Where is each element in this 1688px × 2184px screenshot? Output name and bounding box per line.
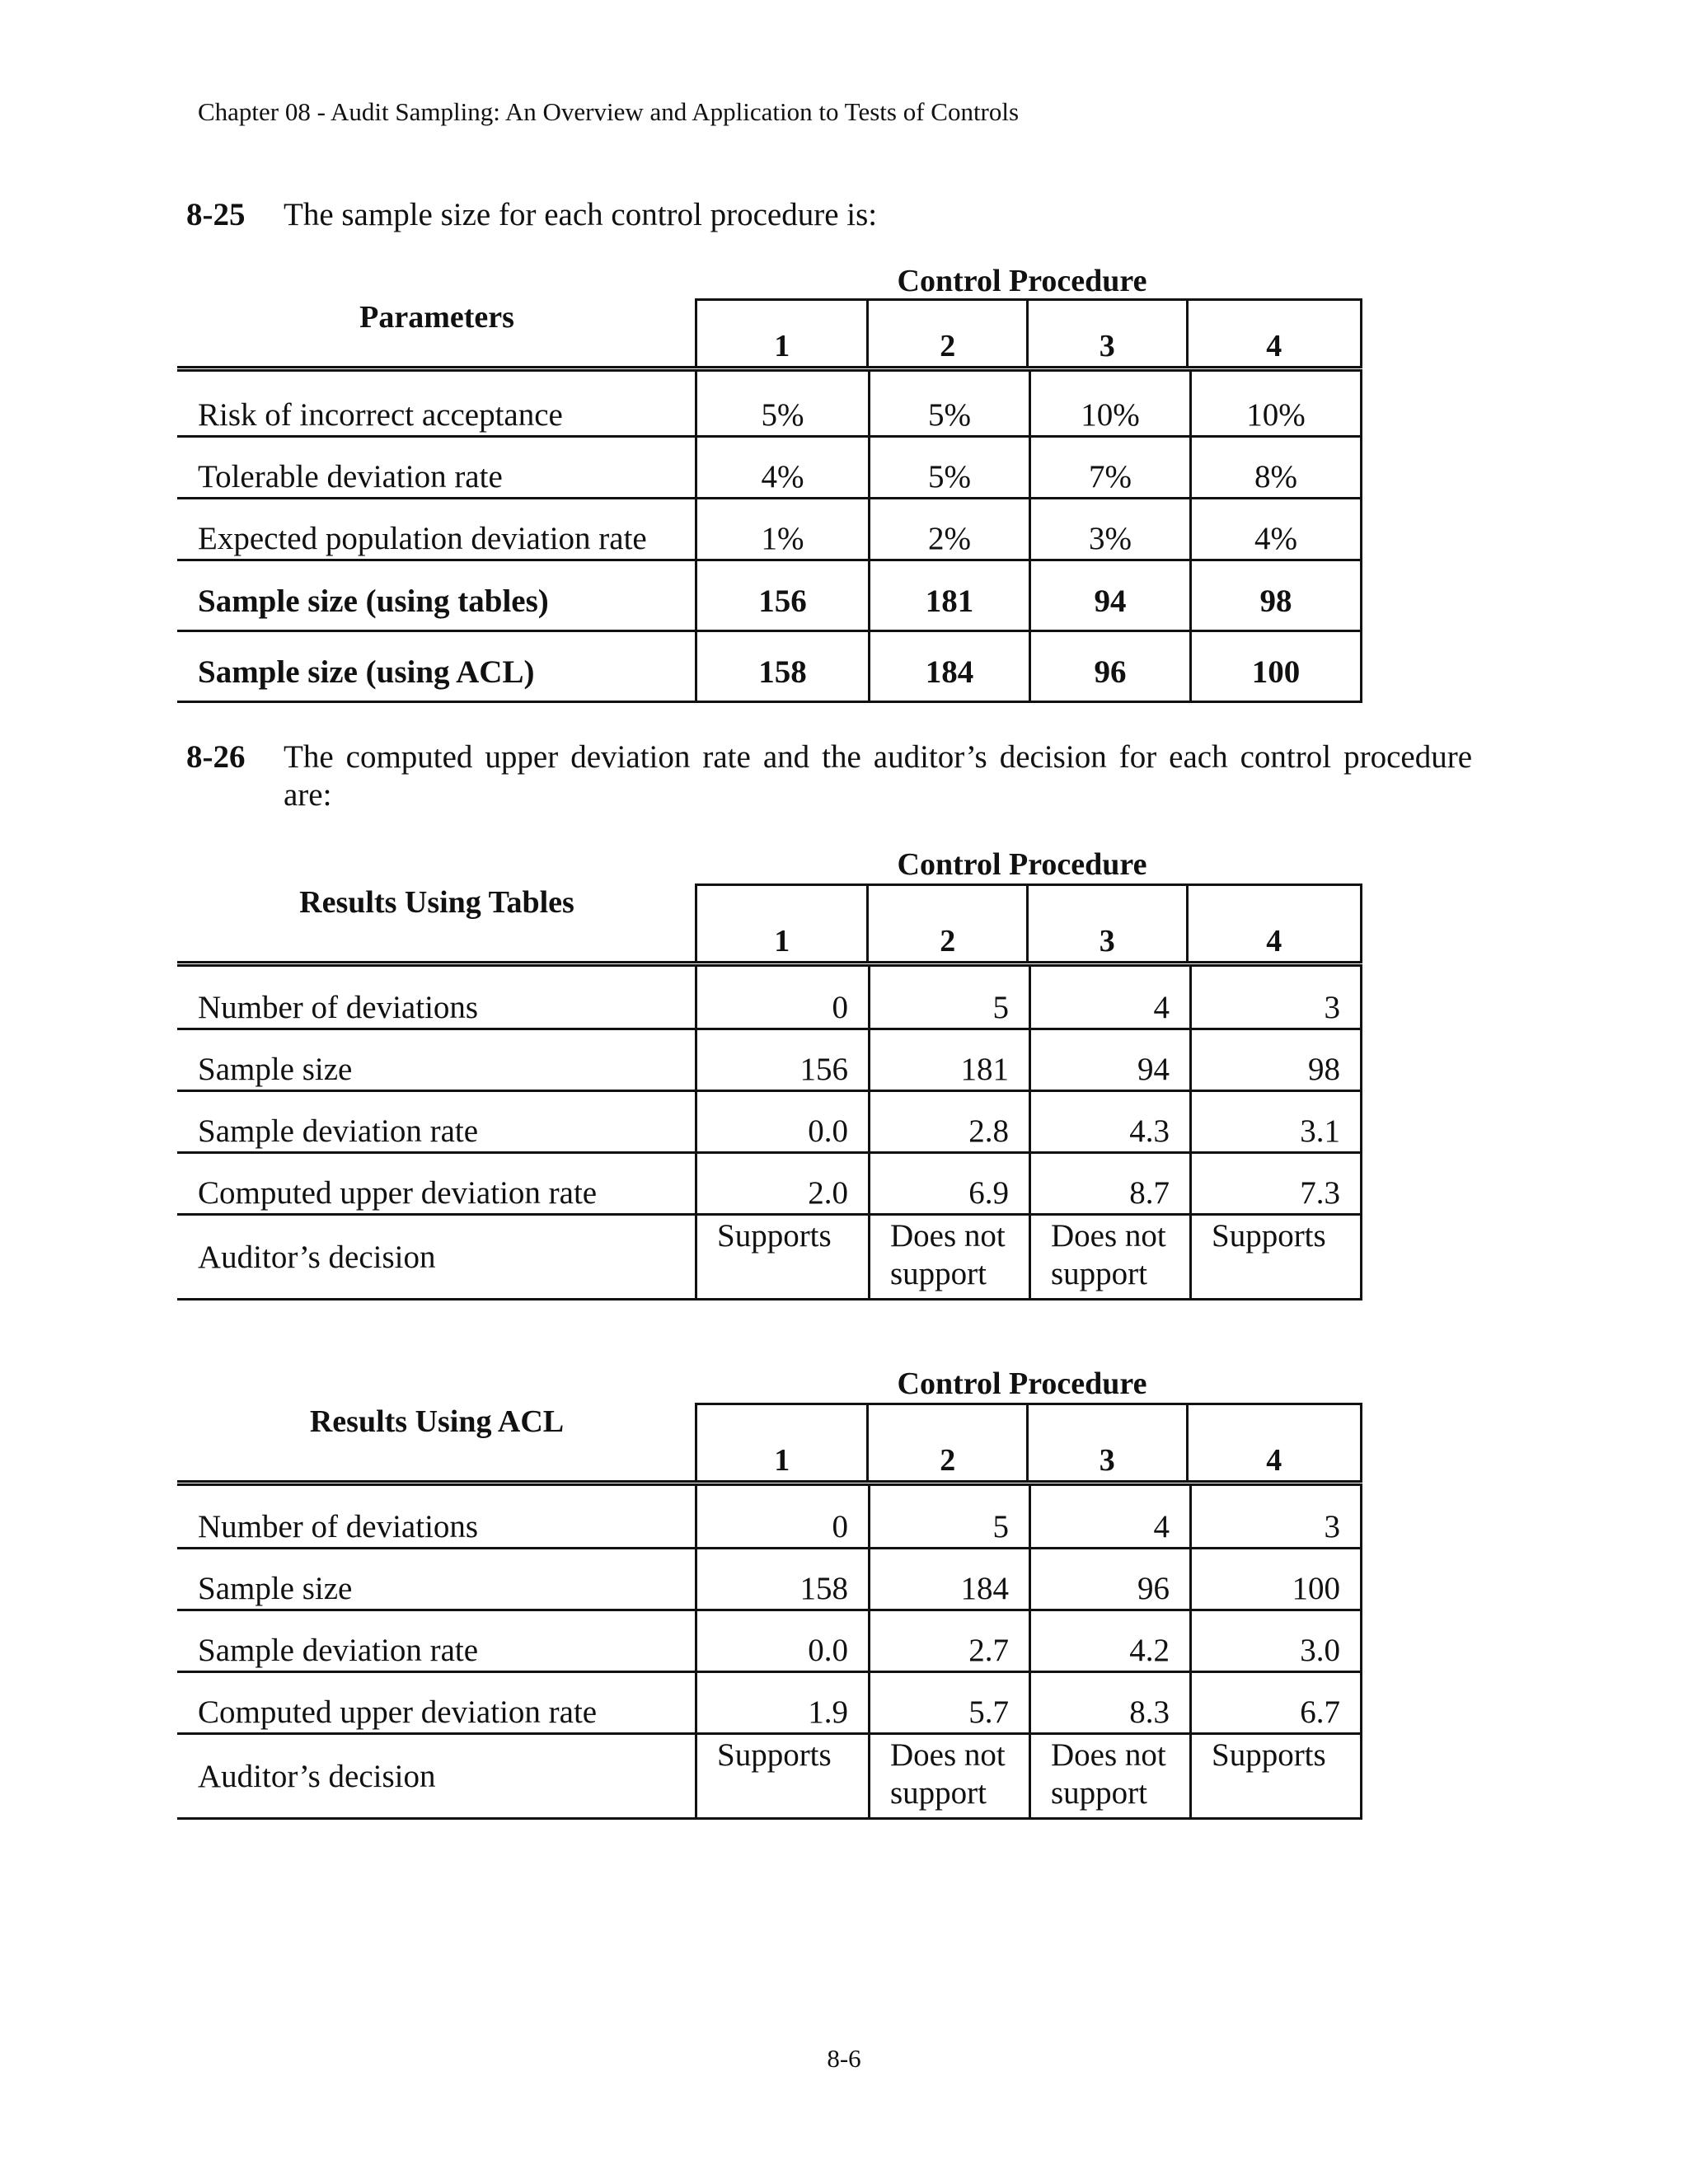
group-header: Control Procedure bbox=[897, 264, 1147, 298]
table-cell: 184 bbox=[868, 632, 1029, 701]
table-cell: 10% bbox=[1029, 372, 1189, 435]
column-header: 2 bbox=[869, 886, 1029, 961]
table-cell: 4.2 bbox=[1029, 1611, 1189, 1671]
table-cell: 4 bbox=[1029, 1486, 1189, 1547]
row-label: Sample deviation rate bbox=[198, 1113, 479, 1149]
column-header: 2 bbox=[869, 1405, 1029, 1480]
row-label: Computed upper deviation rate bbox=[198, 1694, 598, 1730]
decision-cell bbox=[695, 1216, 868, 1298]
decision-line: Does not bbox=[890, 1737, 1006, 1773]
table-cell: 94 bbox=[1029, 1030, 1189, 1090]
decision-cell bbox=[868, 1735, 1029, 1817]
decision-line: Does not bbox=[1051, 1218, 1166, 1254]
table-row bbox=[177, 967, 1362, 1030]
table-cell: 3% bbox=[1029, 499, 1189, 559]
header-double-rule bbox=[177, 366, 1362, 372]
problem-text-continued: are: bbox=[284, 777, 332, 813]
table-cell: 4% bbox=[695, 438, 868, 497]
decision-line: support bbox=[890, 1256, 987, 1291]
table-cell: 4.3 bbox=[1029, 1092, 1189, 1151]
problem-number: 8-26 bbox=[186, 739, 246, 775]
decision-row bbox=[177, 1735, 1362, 1820]
table-cell: 8.7 bbox=[1029, 1154, 1189, 1213]
decision-line: support bbox=[1051, 1256, 1147, 1291]
problem-text: The computed upper deviation rate and the auditor’s decision for each control procedure bbox=[284, 739, 1472, 775]
row-header: Results Using ACL bbox=[309, 1404, 565, 1439]
table-row bbox=[177, 372, 1362, 438]
table-cell: 184 bbox=[868, 1549, 1029, 1609]
page-number: 8-6 bbox=[827, 2044, 861, 2073]
row-label: Number of deviations bbox=[198, 990, 479, 1025]
table-cell: 3 bbox=[1189, 967, 1362, 1028]
group-header: Control Procedure bbox=[897, 1366, 1147, 1401]
row-label: Auditor’s decision bbox=[198, 1758, 436, 1794]
table-cell: 7% bbox=[1029, 438, 1189, 497]
decision-cell bbox=[695, 1735, 868, 1817]
table-row bbox=[177, 632, 1362, 703]
table-row bbox=[177, 1486, 1362, 1549]
column-header-row bbox=[695, 1403, 1362, 1480]
table-cell: 96 bbox=[1029, 632, 1189, 701]
table-cell: 10% bbox=[1189, 372, 1362, 435]
table-cell: 0 bbox=[695, 1486, 868, 1547]
table-cell: 158 bbox=[695, 632, 868, 701]
table-cell: 4% bbox=[1189, 499, 1362, 559]
table-cell: 181 bbox=[868, 1030, 1029, 1090]
table-cell: 2.0 bbox=[695, 1154, 868, 1213]
group-header: Control Procedure bbox=[897, 847, 1147, 882]
table-cell: 0.0 bbox=[695, 1611, 868, 1671]
column-header: 1 bbox=[697, 1405, 869, 1480]
column-header-row bbox=[695, 883, 1362, 961]
decision-line: Supports bbox=[1212, 1218, 1326, 1254]
table-cell: 156 bbox=[695, 561, 868, 630]
row-label: Sample deviation rate bbox=[198, 1633, 479, 1668]
table-row bbox=[177, 438, 1362, 499]
table-cell: 3.0 bbox=[1189, 1611, 1362, 1671]
row-label: Computed upper deviation rate bbox=[198, 1175, 598, 1211]
table-cell: 2% bbox=[868, 499, 1029, 559]
table-cell: 98 bbox=[1189, 561, 1362, 630]
decision-cell bbox=[1189, 1216, 1362, 1298]
decision-line: support bbox=[1051, 1775, 1147, 1811]
running-head: Chapter 08 - Audit Sampling: An Overview and Application to Tests of Controls bbox=[198, 97, 1020, 126]
table-cell: 4 bbox=[1029, 967, 1189, 1028]
table-cell: 98 bbox=[1189, 1030, 1362, 1090]
table-cell: 6.9 bbox=[868, 1154, 1029, 1213]
row-label: Sample size bbox=[198, 1052, 353, 1087]
table-cell: 0.0 bbox=[695, 1092, 868, 1151]
row-label: Auditor’s decision bbox=[198, 1239, 436, 1275]
column-header: 4 bbox=[1266, 329, 1282, 363]
column-header: 2 bbox=[869, 301, 1029, 366]
table-row bbox=[177, 1154, 1362, 1216]
table-cell: 96 bbox=[1029, 1549, 1189, 1609]
header-double-rule bbox=[177, 961, 1362, 967]
decision-row bbox=[177, 1216, 1362, 1301]
table-cell: 156 bbox=[695, 1030, 868, 1090]
row-label: Number of deviations bbox=[198, 1509, 479, 1544]
decision-cell bbox=[1189, 1735, 1362, 1817]
column-header-row bbox=[695, 298, 1362, 366]
row-header: Results Using Tables bbox=[299, 885, 574, 920]
row-label: Risk of incorrect acceptance bbox=[198, 397, 563, 433]
table-cell: 100 bbox=[1189, 632, 1362, 701]
table-cell: 1.9 bbox=[695, 1673, 868, 1732]
row-header: Parameters bbox=[359, 300, 514, 335]
header-double-rule bbox=[177, 1480, 1362, 1486]
decision-line: Supports bbox=[717, 1218, 832, 1254]
table-cell: 0 bbox=[695, 967, 868, 1028]
row-label: Expected population deviation rate bbox=[198, 521, 647, 556]
column-header: 1 bbox=[697, 301, 869, 366]
decision-cell bbox=[868, 1216, 1029, 1298]
problem-number: 8-25 bbox=[186, 197, 246, 232]
table-cell: 8% bbox=[1189, 438, 1362, 497]
table-cell: 6.7 bbox=[1189, 1673, 1362, 1732]
table-cell: 3.1 bbox=[1189, 1092, 1362, 1151]
table-row bbox=[177, 1030, 1362, 1092]
table-cell: 2.7 bbox=[868, 1611, 1029, 1671]
table-cell: 5% bbox=[868, 372, 1029, 435]
decision-line: Does not bbox=[1051, 1737, 1166, 1773]
column-header: 4 bbox=[1266, 924, 1282, 958]
row-label: Sample size bbox=[198, 1571, 353, 1606]
decision-line: Supports bbox=[1212, 1737, 1326, 1773]
column-header: 1 bbox=[697, 886, 869, 961]
decision-line: Does not bbox=[890, 1218, 1006, 1254]
decision-cell bbox=[1029, 1735, 1189, 1817]
table-cell: 3 bbox=[1189, 1486, 1362, 1547]
table-row bbox=[177, 499, 1362, 561]
table-cell: 5 bbox=[868, 1486, 1029, 1547]
table-cell: 100 bbox=[1189, 1549, 1362, 1609]
row-label: Sample size (using ACL) bbox=[198, 654, 535, 690]
table-cell: 94 bbox=[1029, 561, 1189, 630]
table-cell: 158 bbox=[695, 1549, 868, 1609]
problem-text: The sample size for each control procedure is: bbox=[284, 197, 878, 232]
column-header: 3 bbox=[1029, 886, 1189, 961]
table-row bbox=[177, 1549, 1362, 1611]
table-row bbox=[177, 1092, 1362, 1154]
table-cell: 181 bbox=[868, 561, 1029, 630]
row-label: Tolerable deviation rate bbox=[198, 459, 503, 494]
column-header: 4 bbox=[1266, 1443, 1282, 1478]
table-cell: 2.8 bbox=[868, 1092, 1029, 1151]
table-cell: 5.7 bbox=[868, 1673, 1029, 1732]
table-cell: 1% bbox=[695, 499, 868, 559]
table-row bbox=[177, 1673, 1362, 1735]
table-row bbox=[177, 561, 1362, 632]
decision-line: support bbox=[890, 1775, 987, 1811]
table-row bbox=[177, 1611, 1362, 1673]
column-header: 3 bbox=[1029, 1405, 1189, 1480]
column-header: 3 bbox=[1029, 301, 1189, 366]
decision-cell bbox=[1029, 1216, 1189, 1298]
table-cell: 5% bbox=[695, 372, 868, 435]
table-cell: 5 bbox=[868, 967, 1029, 1028]
table-cell: 5% bbox=[868, 438, 1029, 497]
table-cell: 8.3 bbox=[1029, 1673, 1189, 1732]
table-cell: 7.3 bbox=[1189, 1154, 1362, 1213]
decision-line: Supports bbox=[717, 1737, 832, 1773]
row-label: Sample size (using tables) bbox=[198, 583, 549, 619]
